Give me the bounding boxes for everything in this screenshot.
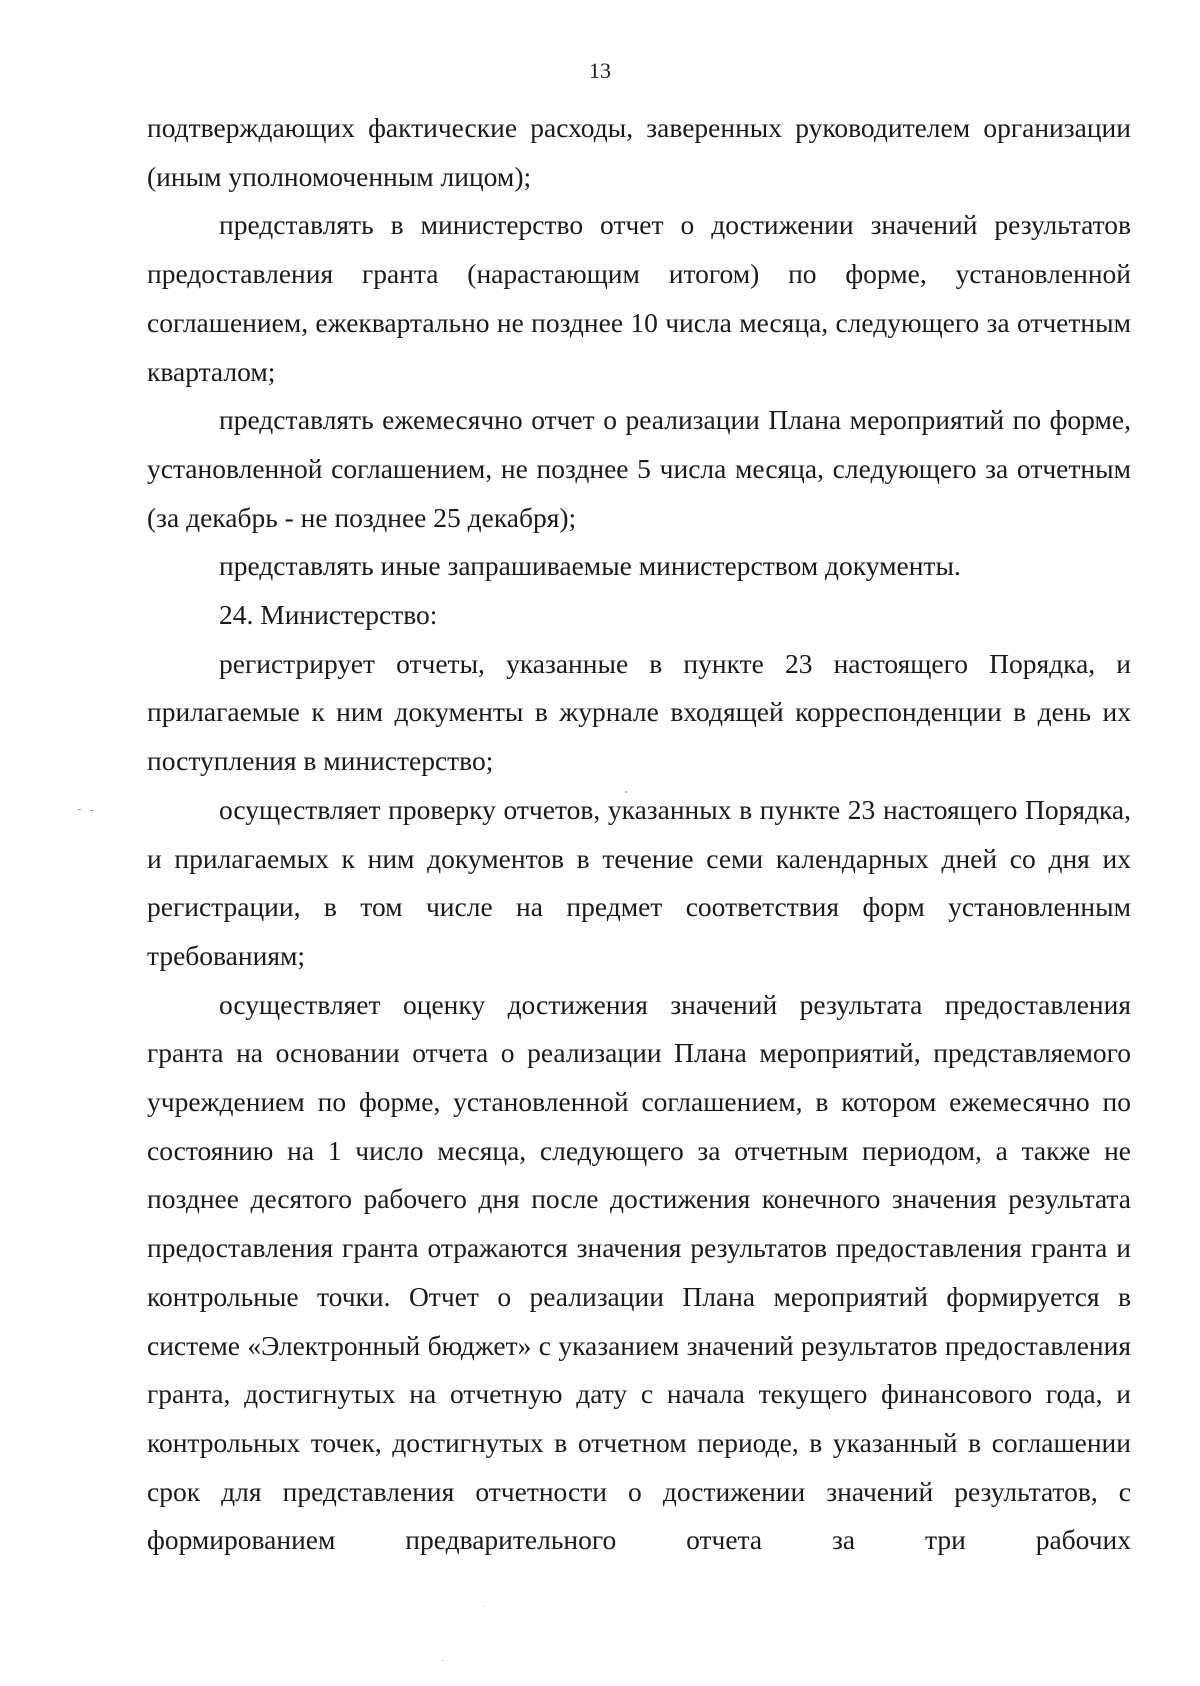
scan-speck bbox=[90, 810, 93, 811]
paragraph-registers-reports: регистрирует отчеты, указанные в пункте 23 настоящего Порядка, и прилагаемые к ним документы в журнале входящей корреспонденции в день их поступления в министерство; bbox=[147, 647, 1131, 777]
scan-speck bbox=[484, 1605, 485, 1606]
paragraph-checks-reports: осуществляет проверку отчетов, указанных в пункте 23 настоящего Порядка, и прилагаемых к ним документов в течение семи календарных дней со дня их регистрации, в том числе на предмет соответствия форм установленным требованиям; bbox=[147, 793, 1131, 971]
body-text bbox=[147, 104, 1131, 1565]
paragraph-ministry-heading: 24. Министерство: bbox=[219, 599, 438, 631]
scan-speck bbox=[625, 791, 627, 793]
paragraph-results-report: представлять в министерство отчет о достижении значений результатов предоставления гранта (нарастающим итогом) по форме, установленной соглашением, ежеквартально не позднее 10 числа месяца, следующего за отчетным кварталом; bbox=[147, 209, 1131, 387]
scan-speck bbox=[78, 809, 81, 810]
paragraph-continuation: подтверждающих фактические расходы, заверенных руководителем организации (иным уполномоченным лицом); bbox=[147, 112, 1131, 192]
paragraph-evaluates-results: осуществляет оценку достижения значений результата предоставления гранта на основании отчета о реализации Плана мероприятий, представляемого учреждением по форме, установленной соглашением, в котором ежемесячно по состоянию на 1 число месяца, следующего за отчетным периодом, а также не позднее десятого рабочего дня после достижения конечного значения результата предоставления гранта отражаются значения результатов предоставления гранта и контрольные точки. Отчет о реализации Плана мероприятий формируется в системе «Электронный бюджет» с указанием значений результатов предоставления гранта, достигнутых на отчетную дату с начала текущего финансового года, и контрольных точек, достигнутых в отчетном периоде, в указанный в соглашении срок для представления отчетности о достижении значений результатов, с формированием предварительного отчета за три рабочих bbox=[147, 988, 1131, 1556]
scan-speck bbox=[442, 1660, 443, 1661]
paragraph-other-documents: представлять иные запрашиваемые министерством документы. bbox=[219, 550, 961, 582]
paragraph-monthly-report: представлять ежемесячно отчет о реализации Плана мероприятий по форме, установленной соглашением, не позднее 5 числа месяца, следующего за отчетным (за декабрь - не позднее 25 декабря); bbox=[147, 404, 1131, 533]
page-number: 13 bbox=[589, 58, 611, 83]
